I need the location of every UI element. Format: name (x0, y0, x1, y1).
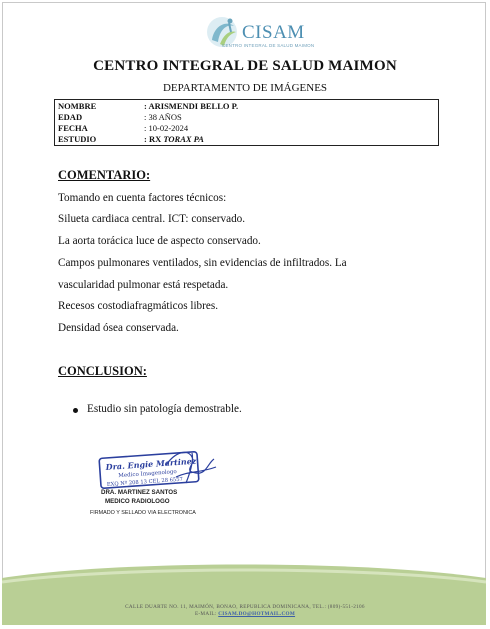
logo-tagline: CENTRO INTEGRAL DE SALUD MAIMON (222, 43, 315, 48)
comment-line: Densidad ósea conservada. (58, 322, 179, 334)
svg-text:EXQ Nº 208 13 CEL 28 6557: EXQ Nº 208 13 CEL 28 6557 (106, 476, 184, 488)
comment-line: Silueta cardiaca central. ICT: conservado. (58, 213, 246, 225)
comment-line: Campos pulmonares ventilados, sin evidencias de infiltrados. La (58, 257, 347, 269)
age-label: EDAD (58, 112, 83, 122)
comment-heading: COMENTARIO: (58, 168, 151, 182)
page-border (2, 2, 486, 625)
email-link[interactable]: CISAM.DO@HOTMAIL.COM (218, 611, 296, 617)
study-value-wrap (144, 134, 204, 144)
signer-title: MEDICO RADIOLOGO (105, 498, 170, 505)
page-title: CENTRO INTEGRAL DE SALUD MAIMON (93, 58, 397, 74)
department-subtitle: DEPARTAMENTO DE IMÁGENES (162, 82, 328, 94)
study-value: TORAX PA (163, 134, 204, 144)
logo-name: CISAM (242, 22, 305, 43)
email-label: E-MAIL: (194, 611, 219, 617)
signature-stamp (96, 443, 224, 495)
comment-line: Tomando en cuenta factores técnicos: (58, 192, 227, 204)
date-label: FECHA (58, 123, 88, 133)
comment-line: La aorta torácica luce de aspecto conservado. (58, 235, 261, 247)
conclusion-heading: CONCLUSION: (58, 364, 147, 378)
signer-name: DRA. MARTINEZ SANTOS (101, 489, 178, 496)
conclusion-item: Estudio sin patología demostrable. (87, 403, 242, 415)
comment-line: Recesos costodiafragmáticos libres. (58, 300, 218, 312)
footer-email-line (0, 611, 490, 617)
age-value: : 38 AÑOS (144, 112, 182, 122)
svg-text:Dra. Engie Martinez: Dra. Engie Martinez (105, 455, 197, 473)
study-prefix: : RX (144, 134, 164, 144)
name-value: : ARISMENDI BELLO P. (144, 101, 239, 111)
svg-text:Medico Imagenologo: Medico Imagenologo (118, 469, 177, 480)
comment-line: vascularidad pulmonar está respetada. (58, 279, 229, 291)
date-value: : 10-02-2024 (144, 123, 189, 133)
patient-info-box (54, 99, 439, 146)
signature-note: FIRMADO Y SELLADO VIA ELECTRONICA (90, 510, 196, 516)
name-label: NOMBRE (58, 101, 97, 111)
bullet-icon (73, 408, 78, 413)
study-label: ESTUDIO (58, 134, 97, 144)
footer-address: CALLE DUARTE NO. 11, MAIMÓN, BONAO, REPUBLICA DOMINICANA, TEL.: (809)-551-2106 (125, 604, 365, 610)
